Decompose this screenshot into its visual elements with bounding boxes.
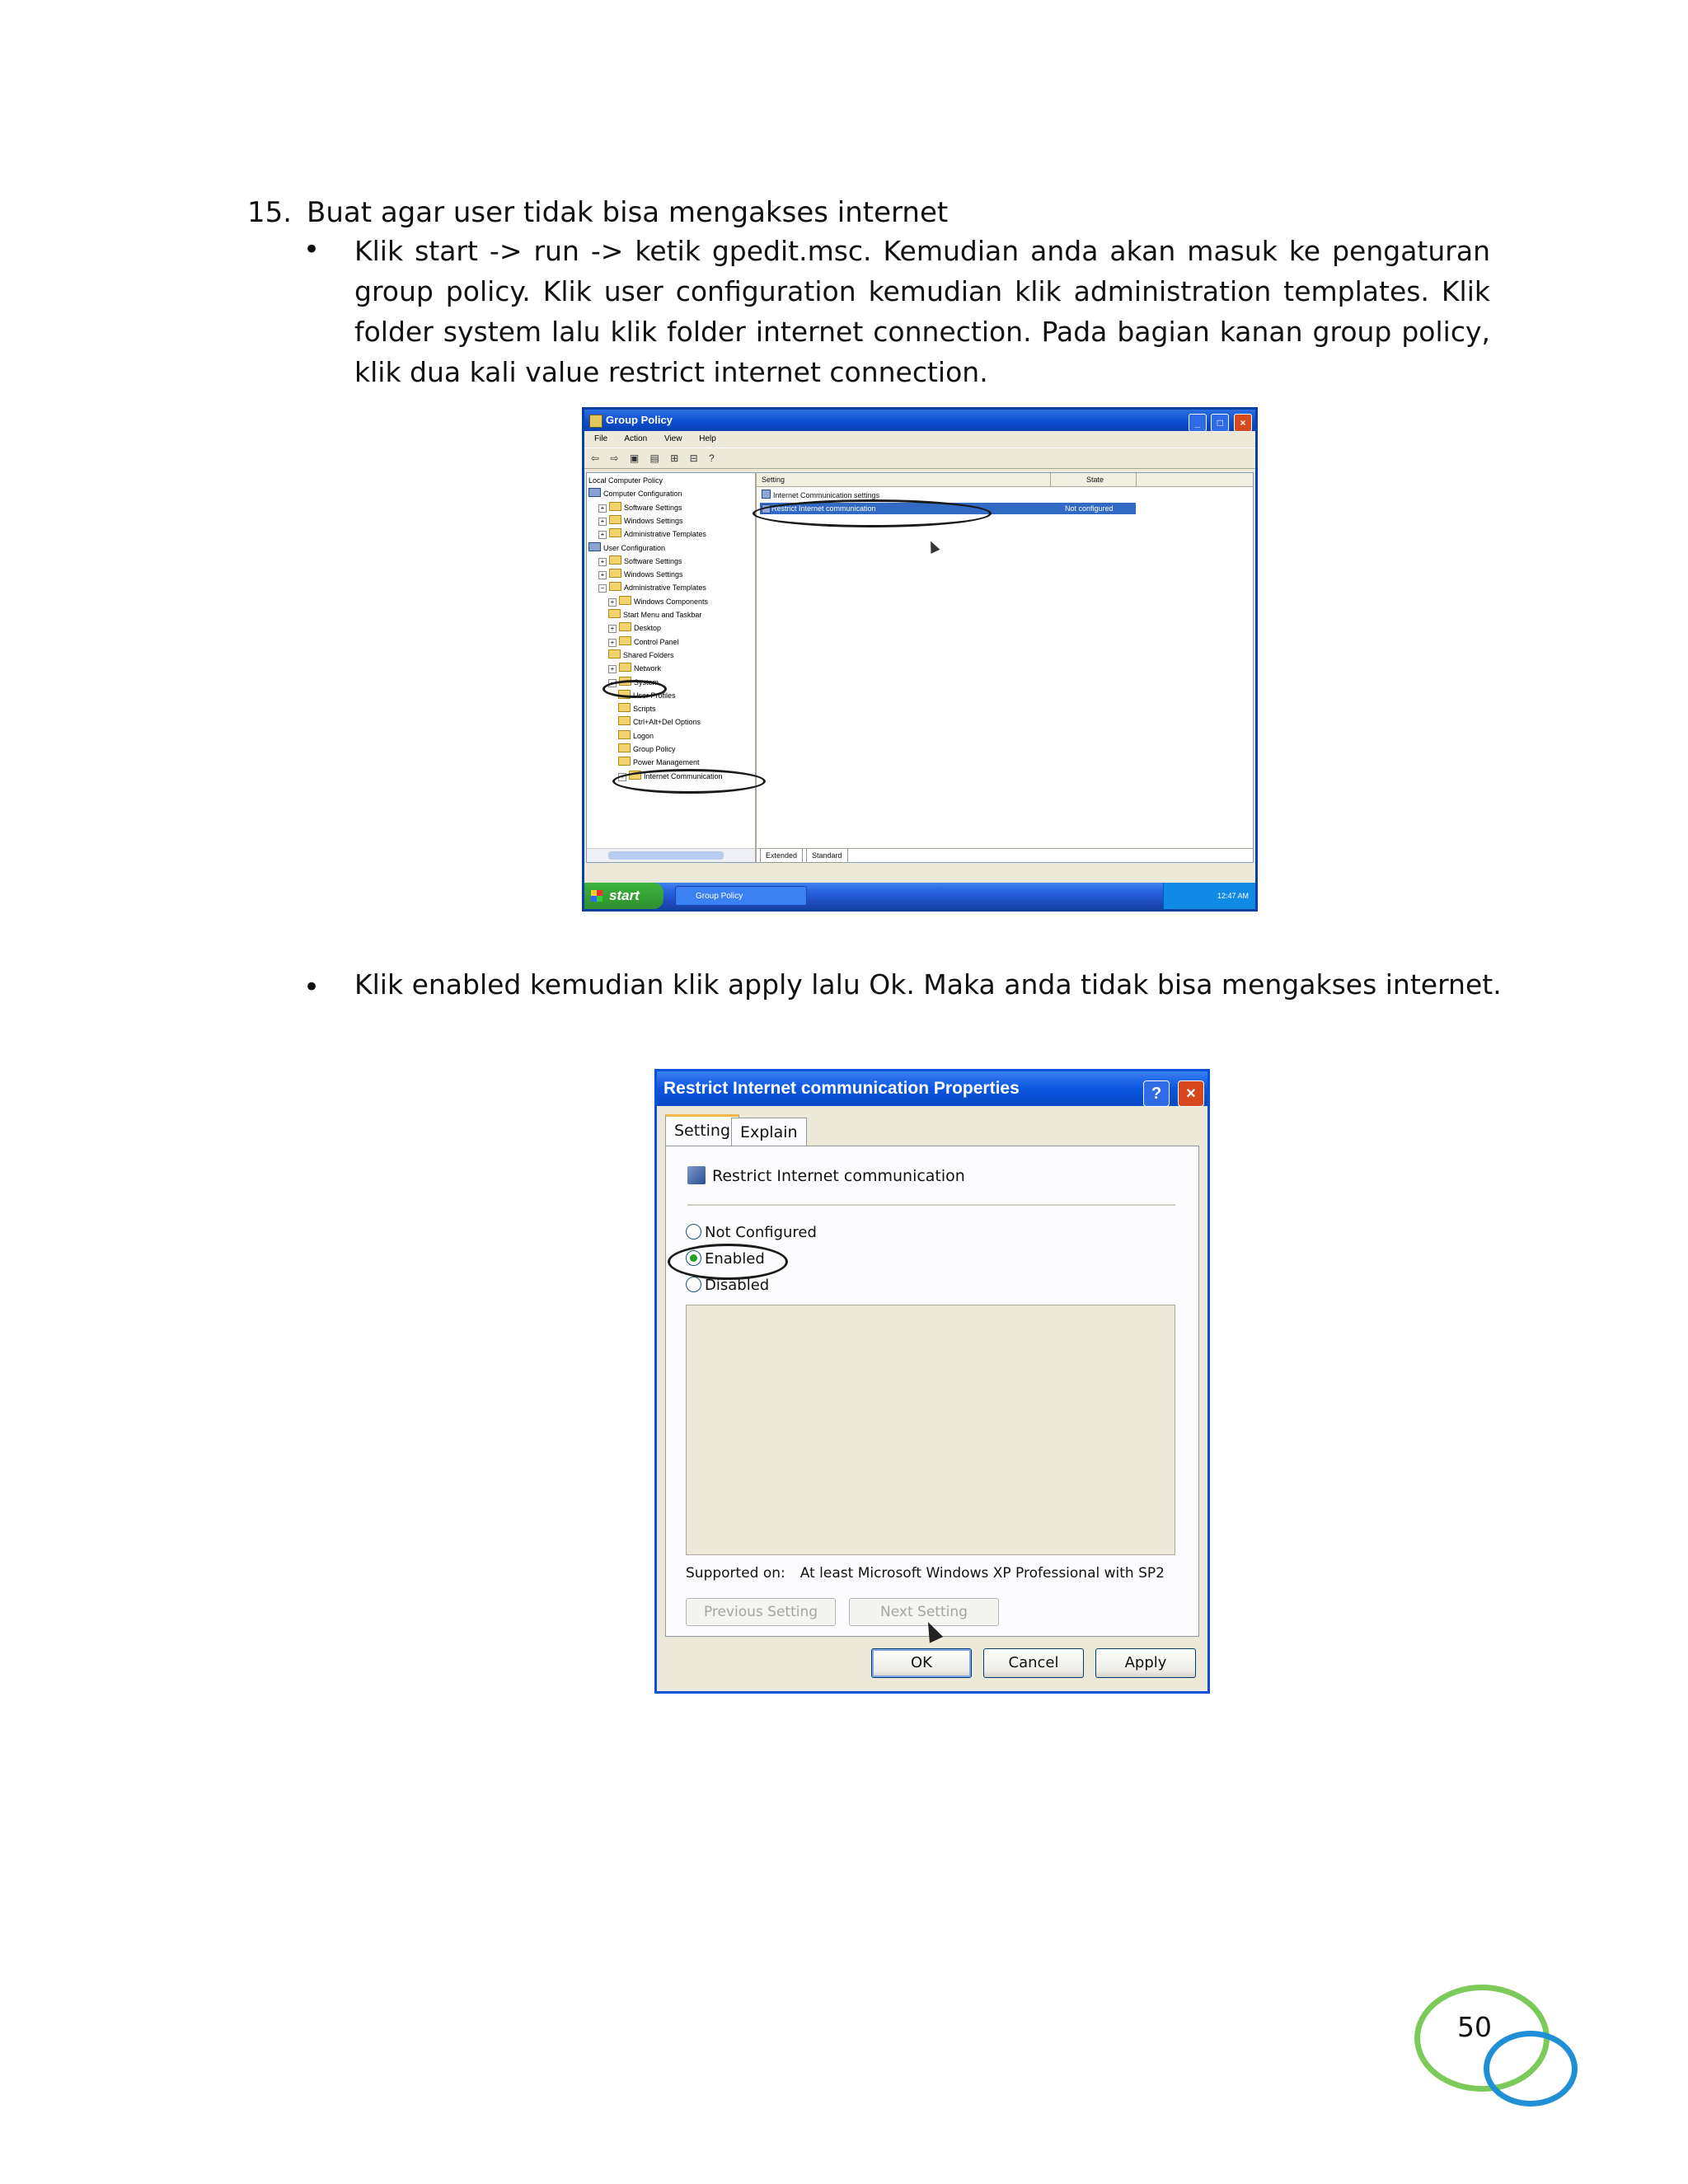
tree-expander-icon[interactable]: + bbox=[598, 531, 607, 539]
tree-expander-icon[interactable]: + bbox=[598, 571, 607, 579]
tree-node-label: Logon bbox=[633, 731, 654, 740]
gp-window-title: Group Policy bbox=[606, 414, 673, 426]
ok-button[interactable]: OK bbox=[871, 1648, 972, 1678]
tree-expander-icon[interactable]: − bbox=[608, 679, 617, 687]
folder-icon bbox=[618, 743, 631, 752]
tree-node[interactable] bbox=[608, 622, 661, 634]
document-page: 15. Buat agar user tidak bisa mengakses internet • Klik start -> run -> ketik gpedit.msc. Kemudian anda akan masuk ke pengaturan group policy. Klik user configuration kemudian klik administration templates. Klik folder system lalu klik folder internet connection. Pada bagian kanan group policy, klik dua kali value restrict internet connection. Group Policy _ □ × File Action View Help ⇦ ⇨ ▣ ▤ ⊞ ⊟ ? Local Computer Policy Computer Configuration + Software Settings + Windows Settings + Administrative Templates User Configuration + Software Settings + Windows Settings − Administrative Templates + Windows Components Start Menu and Taskbar + Desktop + Control Panel Shared Folders + Network − System User Profiles Scripts Ctrl+Alt+Del Options Logon Group Policy Power Management + Internet Communication Setting State Internet Communication settings Restrict Internet communication Not configured Extended Standard start Group Policy 12:47 AM • Klik enabled kemudian klik apply lalu Ok. Maka anda tidak bisa mengakses internet. Restrict Internet communication Properties ? × Setting Explain Restrict Internet communication Not Configured Enabled Disabled Supported on: At least Microsoft Windows XP Professional with SP2 Previous Setting Next Setting OK Cancel Apply 50 bbox=[0, 0, 1688, 2184]
step-title: Buat agar user tidak bisa mengakses internet bbox=[307, 196, 949, 229]
tree-node[interactable] bbox=[618, 757, 700, 768]
user-icon bbox=[588, 542, 601, 551]
tree-node-label: Software Settings bbox=[624, 556, 682, 565]
properties-icon[interactable]: ⊞ bbox=[670, 452, 679, 464]
settings-pane bbox=[757, 473, 1253, 862]
tree-node[interactable] bbox=[618, 730, 654, 742]
group-policy-app-icon bbox=[589, 415, 603, 428]
menu-file[interactable]: File bbox=[594, 434, 608, 443]
row-name: Internet Communication settings bbox=[773, 491, 880, 499]
folder-icon bbox=[619, 636, 631, 645]
folder-icon bbox=[618, 716, 631, 725]
highlight-oval-enabled bbox=[668, 1244, 788, 1280]
tree-node-label: Windows Settings bbox=[624, 516, 683, 525]
back-arrow-icon[interactable]: ⇦ bbox=[591, 452, 600, 464]
dialog-title-bar bbox=[657, 1071, 1207, 1106]
tree-node[interactable] bbox=[618, 716, 701, 728]
gp-menu-bar bbox=[584, 431, 1255, 448]
page-logo-blue-ring bbox=[1484, 2031, 1578, 2107]
tree-node[interactable] bbox=[618, 703, 656, 715]
next-setting-button[interactable]: Next Setting bbox=[849, 1598, 999, 1626]
forward-arrow-icon[interactable]: ⇨ bbox=[610, 452, 619, 464]
column-header bbox=[757, 473, 1253, 487]
tree-node[interactable] bbox=[618, 743, 676, 755]
policy-icon bbox=[687, 1166, 706, 1184]
divider bbox=[687, 1204, 1175, 1206]
tree-expander-icon[interactable]: + bbox=[618, 773, 626, 781]
radio-circle[interactable] bbox=[686, 1277, 701, 1292]
tree-expander-icon[interactable]: + bbox=[598, 504, 607, 513]
tab-extended[interactable]: Extended bbox=[760, 849, 803, 863]
gp-title-bar bbox=[584, 410, 1255, 431]
tree-node-label: Internet Communication bbox=[644, 771, 723, 780]
folder-icon bbox=[608, 609, 621, 618]
previous-setting-button[interactable]: Previous Setting bbox=[686, 1598, 836, 1626]
tree-expander-icon[interactable]: − bbox=[598, 584, 607, 593]
help-button[interactable]: ? bbox=[1143, 1080, 1170, 1107]
tree-node-label: Local Computer Policy bbox=[588, 476, 663, 485]
cancel-button[interactable]: Cancel bbox=[983, 1648, 1084, 1678]
tree-node[interactable] bbox=[608, 663, 661, 674]
tree-node[interactable] bbox=[598, 502, 682, 513]
tree-expander-icon[interactable]: + bbox=[608, 625, 617, 633]
system-tray-clock: 12:47 AM bbox=[1163, 883, 1255, 909]
folder-icon bbox=[618, 730, 631, 739]
properties-dialog bbox=[654, 1069, 1210, 1694]
gp-toolbar bbox=[584, 448, 1255, 469]
tree-node[interactable] bbox=[598, 555, 682, 567]
minimize-button[interactable]: _ bbox=[1189, 414, 1207, 432]
bullet-text-2: Klik enabled kemudian klik apply lalu Ok. Maka anda tidak bisa mengakses internet. bbox=[354, 968, 1502, 1001]
scrollbar-thumb[interactable] bbox=[608, 851, 724, 860]
tree-node[interactable] bbox=[608, 649, 674, 661]
export-icon[interactable]: ⊟ bbox=[689, 452, 698, 464]
settings-row[interactable] bbox=[762, 490, 879, 499]
menu-help[interactable]: Help bbox=[699, 434, 716, 443]
row-state: Not configured bbox=[1065, 504, 1114, 513]
bullet-text-1: Klik start -> run -> ketik gpedit.msc. Kemudian anda akan masuk ke pengaturan group policy. Klik user configuration kemudian klik administration templates. Klik folder system lalu klik folder internet connection. Pada bagian kanan group policy, klik dua kali value restrict internet connection. bbox=[354, 235, 1490, 388]
start-button[interactable]: start bbox=[584, 883, 663, 909]
radio-disabled[interactable]: Disabled bbox=[686, 1277, 769, 1294]
tree-node[interactable] bbox=[588, 542, 665, 554]
folder-icon bbox=[609, 569, 621, 578]
close-button[interactable]: × bbox=[1234, 414, 1252, 432]
tree-expander-icon[interactable]: + bbox=[608, 665, 617, 673]
taskbar bbox=[584, 883, 1255, 909]
tree-node-label: Desktop bbox=[634, 624, 662, 633]
tree-node[interactable] bbox=[598, 569, 683, 580]
step-number: 15. bbox=[247, 196, 293, 229]
menu-view[interactable]: View bbox=[663, 434, 682, 443]
radio-enabled[interactable]: Enabled bbox=[686, 1250, 765, 1268]
tab-standard[interactable]: Standard bbox=[806, 849, 848, 863]
supported-on: Supported on: At least Microsoft Windows XP Professional with SP2 bbox=[686, 1565, 1165, 1582]
folder-icon bbox=[618, 757, 631, 766]
maximize-button[interactable]: □ bbox=[1211, 414, 1229, 432]
tree-node[interactable] bbox=[598, 515, 683, 527]
tree-node-label: Windows Components bbox=[634, 597, 709, 606]
tree-node[interactable] bbox=[588, 475, 663, 486]
dialog-title: Restrict Internet communication Properties bbox=[663, 1079, 1020, 1098]
tab-setting[interactable]: Setting bbox=[665, 1114, 739, 1150]
policy-tree bbox=[587, 473, 757, 862]
tree-node[interactable] bbox=[598, 528, 706, 540]
group-policy-window bbox=[582, 407, 1258, 912]
column-state[interactable]: State bbox=[1086, 476, 1104, 484]
folder-icon bbox=[619, 663, 631, 672]
show-hide-tree-icon[interactable]: ▤ bbox=[649, 452, 659, 464]
view-tabs bbox=[757, 848, 1253, 862]
windows-flag-icon bbox=[591, 890, 603, 902]
tree-node-label: Windows Settings bbox=[624, 570, 683, 579]
folder-icon bbox=[619, 596, 631, 605]
folder-icon bbox=[609, 555, 621, 565]
folder-icon bbox=[609, 528, 621, 537]
tree-expander-icon[interactable]: + bbox=[598, 558, 607, 566]
folder-icon bbox=[608, 649, 621, 658]
highlight-oval-system bbox=[603, 677, 667, 698]
gp-content bbox=[586, 472, 1254, 863]
tree-node-label: Software Settings bbox=[624, 503, 682, 512]
tree-node-label: Computer Configuration bbox=[603, 490, 682, 499]
explain-text-area bbox=[686, 1305, 1175, 1555]
tree-node-label: Group Policy bbox=[633, 745, 676, 753]
radio-not-configured[interactable]: Not Configured bbox=[686, 1224, 817, 1241]
tree-node-label: User Configuration bbox=[603, 543, 666, 552]
tree-node-label: Control Panel bbox=[634, 637, 679, 646]
dialog-close-button[interactable]: × bbox=[1178, 1080, 1204, 1107]
tree-node[interactable] bbox=[608, 609, 701, 621]
radio-circle[interactable] bbox=[686, 1224, 701, 1240]
folder-icon bbox=[618, 703, 631, 712]
highlight-oval-restrict bbox=[753, 499, 992, 527]
policy-folder-icon bbox=[762, 490, 771, 499]
computer-icon bbox=[588, 488, 601, 497]
tree-node[interactable] bbox=[598, 582, 706, 593]
page-number: 50 bbox=[1457, 2011, 1492, 2043]
tree-node[interactable] bbox=[588, 488, 682, 499]
column-setting[interactable]: Setting bbox=[762, 476, 785, 484]
tree-expander-icon[interactable]: + bbox=[608, 639, 617, 647]
tree-node-label: Scripts bbox=[633, 705, 656, 714]
policy-name: Restrict Internet communication bbox=[687, 1166, 965, 1185]
tree-node-label: Shared Folders bbox=[623, 650, 674, 659]
row-name: Restrict Internet communication bbox=[771, 504, 876, 513]
tree-node-label: Administrative Templates bbox=[624, 583, 706, 593]
tab-explain[interactable]: Explain bbox=[731, 1118, 807, 1146]
tree-node-label: Ctrl+Alt+Del Options bbox=[633, 718, 701, 727]
help-icon[interactable]: ? bbox=[709, 452, 715, 464]
tree-expander-icon[interactable]: + bbox=[608, 598, 617, 607]
highlight-oval-internet-communication bbox=[612, 769, 766, 794]
tree-expander-icon[interactable]: + bbox=[598, 518, 607, 526]
tree-node-label: Administrative Templates bbox=[624, 530, 706, 539]
menu-action[interactable]: Action bbox=[624, 434, 648, 443]
folder-icon bbox=[609, 515, 621, 524]
tree-node[interactable] bbox=[608, 636, 679, 648]
folder-icon bbox=[609, 582, 621, 591]
taskbar-item-group-policy[interactable]: Group Policy bbox=[675, 886, 807, 906]
tree-node-label: Network bbox=[634, 664, 662, 673]
tree-node-label: Start Menu and Taskbar bbox=[623, 611, 702, 619]
folder-icon bbox=[619, 622, 631, 631]
tree-node-label: Power Management bbox=[633, 758, 700, 767]
tree-node-label: User Profiles bbox=[633, 691, 676, 700]
up-folder-icon[interactable]: ▣ bbox=[629, 452, 640, 464]
setting-panel bbox=[665, 1146, 1199, 1637]
folder-icon bbox=[609, 502, 621, 511]
tree-node-label: System bbox=[634, 677, 659, 687]
apply-button[interactable]: Apply bbox=[1095, 1648, 1196, 1678]
tree-horizontal-scrollbar[interactable] bbox=[587, 848, 755, 862]
tree-node[interactable] bbox=[608, 596, 708, 607]
